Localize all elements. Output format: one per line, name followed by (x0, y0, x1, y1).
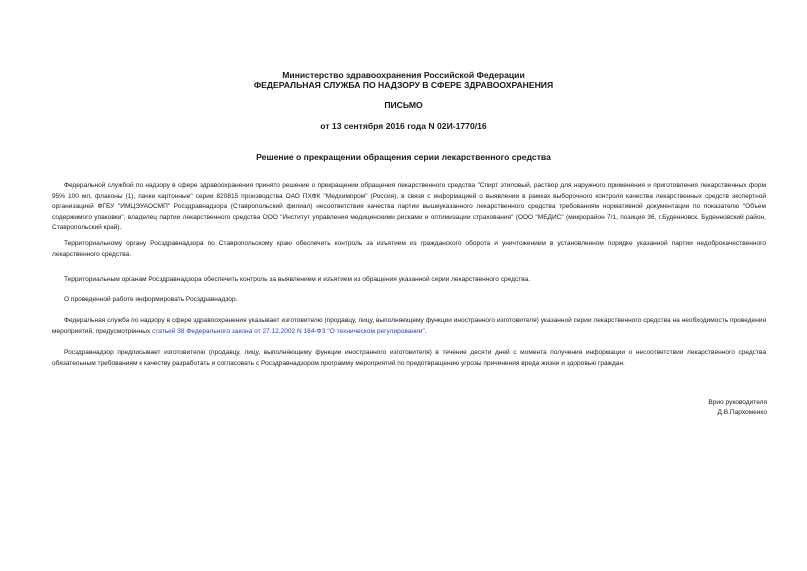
paragraph-inform (52, 295, 766, 306)
paragraph-manufacturer-measures-lead: Федеральная служба по надзору в сфере здравоохранения указывает изготовителю (продавцу, лицу, выполняющему функции иностранного изготовителя) указанной серии лекарственного средства на необходимость проведения мероприятий, предусмотренных (52, 317, 766, 335)
ministry-title: Министерство здравоохранения Российской Федерации (282, 70, 525, 80)
paragraph-prescription (52, 348, 766, 369)
paragraph-prescription-text: Росздравнадзор предписывает изготовителю (продавцу, лицу, выполняющему функции иностранного изготовителя) в течение десяти дней с момента получения информации о несоответствии лекарственного средства обязательным требованиям к качеству разработать и согласовать с Росздравнадзором программу мероприятий по предотвращению угрозы причинения вреда жизни и здоровью граждан. (52, 349, 766, 367)
document-subject: Решение о прекращении обращения серии лекарственного средства (256, 152, 551, 162)
law-article-38-link[interactable]: статьей 38 Федерального закона от 27.12.2002 N 184-ФЗ "О техническом регулировании" (152, 327, 425, 335)
paragraph-manufacturer-measures-text (52, 316, 766, 337)
document-type: ПИСЬМО (384, 100, 423, 110)
paragraph-decision-text: Федеральной службой по надзору в сфере здравоохранения принято решение о прекращении обращения лекарственного средства "Спирт этиловый, раствор для наружного применения и приготовления лекарственных форм 95% 100 мл, флаконы (1), пачки картонные" серии 820815 производства ОАО ПХФК "Медхимпром" (Россия), в связи с информацией о выявлении в рамках выборочного контроля качества лекарственных средств экспертной организацией ФГБУ "ИМЦЭУАОСМП" Росздравнадзора (Ставропольский филиал) несоответствия качества партии вышеуказанного лекарственного средства требованиям нормативной документации по показателю "Объем содержимого упаковки", владелец партии лекарственного средства ООО "Институт управления медицинскими рисками и оптимизации страхования" (ООО "МЕДИС" (микрорайон 7/1, позиция 36, г.Буденновск, Буденновский район, Ставропольский край). (52, 182, 766, 232)
paragraph-decision (52, 181, 766, 234)
paragraph-manufacturer-measures-tail: . (424, 327, 427, 335)
document-date-number: от 13 сентября 2016 года N 02И-1770/16 (320, 121, 487, 131)
paragraph-stavropol-control-text: Территориальному органу Росздравнадзора по Ставропольскому краю обеспечить контроль за изъятием из гражданского оборота и уничтожением в установленном порядке указанной партии недоброкачественного лекарственного средства. (52, 240, 766, 258)
signature-name: Д.В.Пархоменко (717, 409, 767, 416)
service-title: ФЕДЕРАЛЬНАЯ СЛУЖБА ПО НАДЗОРУ В СФЕРЕ ЗДРАВООХРАНЕНИЯ (253, 80, 554, 90)
paragraph-manufacturer-measures (52, 316, 766, 337)
paragraph-inform-text: О проведенной работе информировать Росздравнадзор. (64, 296, 238, 303)
signature-position: Врио руководителя (708, 399, 767, 406)
paragraph-territorial-control (52, 275, 766, 286)
paragraph-territorial-control-text: Территориальным органам Росздравнадзора обеспечить контроль за выявлением и изъятием из обращения указанной серии лекарственного средства. (64, 276, 531, 283)
paragraph-stavropol-control (52, 239, 766, 260)
